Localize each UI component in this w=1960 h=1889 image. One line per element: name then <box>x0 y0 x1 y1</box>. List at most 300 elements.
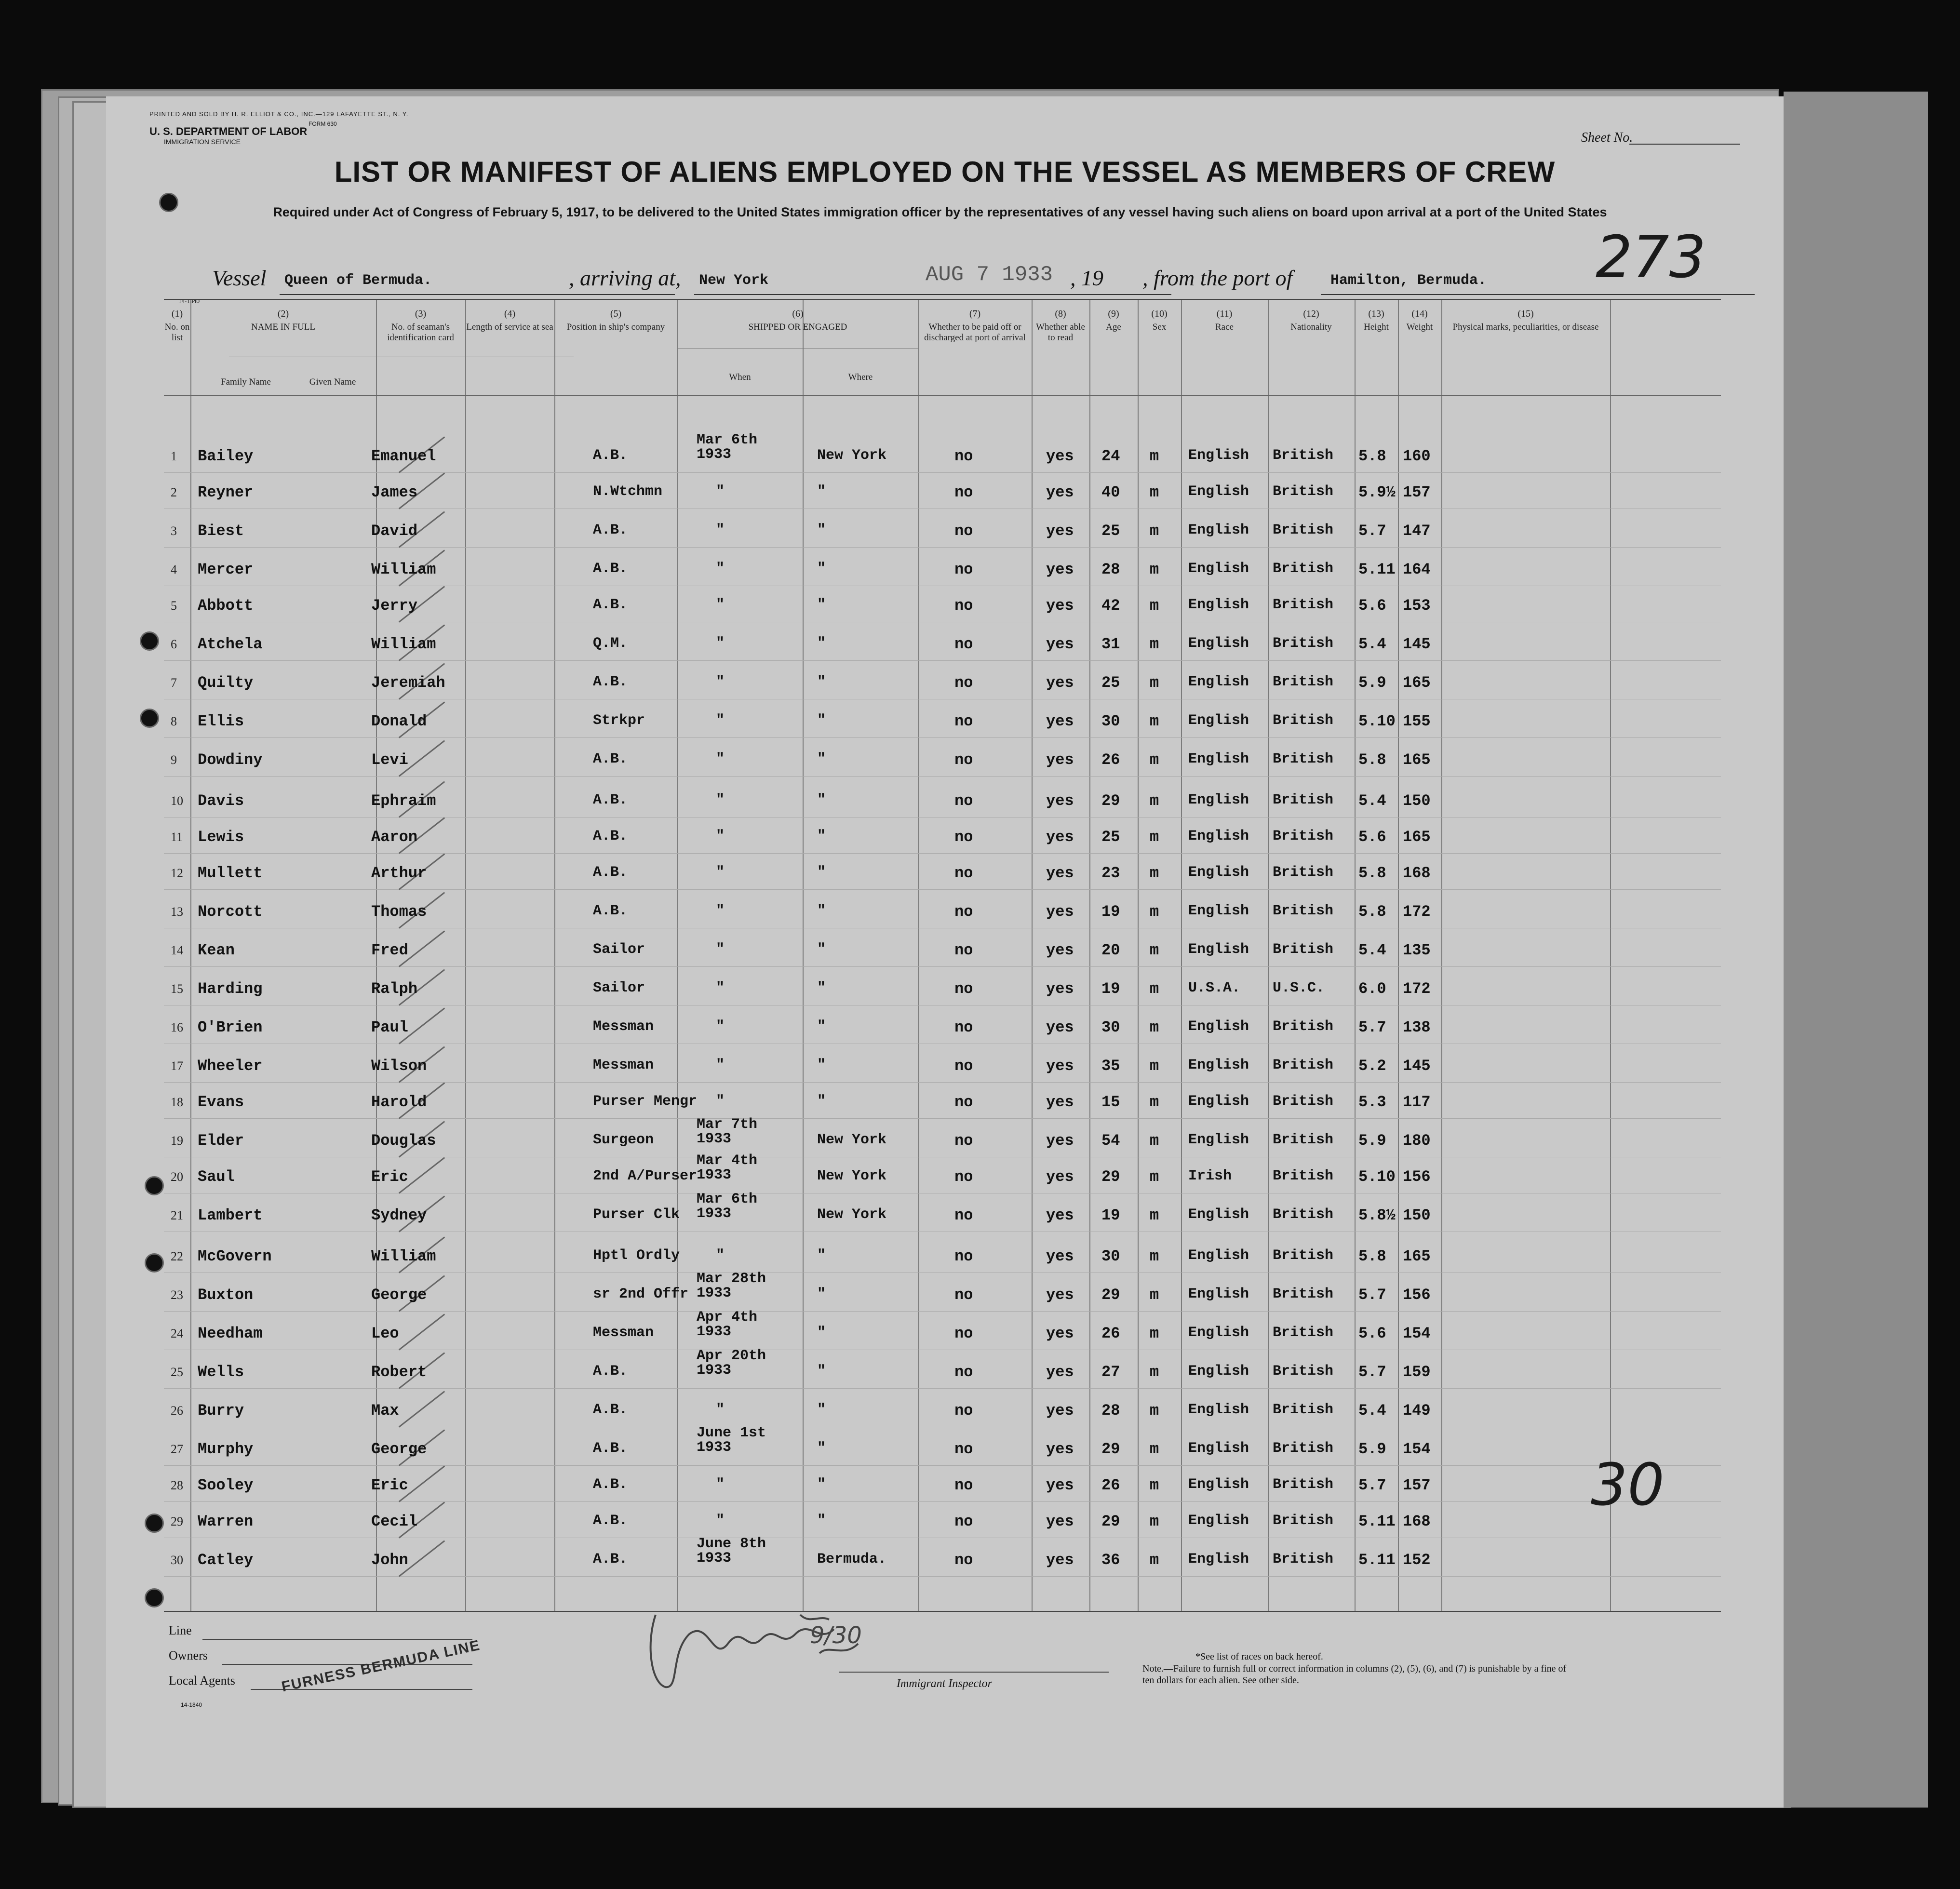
cell-when-year: " <box>716 635 725 652</box>
cell-family: Quilty <box>198 674 254 692</box>
cell-position: A.B. <box>593 1363 628 1380</box>
cell-read: yes <box>1046 1476 1074 1494</box>
cell-position: Q.M. <box>593 635 628 652</box>
cell-when-year: " <box>716 903 725 919</box>
row-number: 5 <box>171 599 177 613</box>
cell-position: Messman <box>593 1057 654 1073</box>
cell-family: Ellis <box>198 712 244 730</box>
cell-family: Atchela <box>198 635 263 653</box>
cell-when-year: 1933 <box>697 446 732 463</box>
cell-position: A.B. <box>593 561 628 577</box>
cell-where: " <box>817 1286 826 1302</box>
cell-weight: 160 <box>1403 447 1431 465</box>
cell-when-year: " <box>716 483 725 500</box>
cell-sex: m <box>1150 1247 1159 1265</box>
cell-paid: no <box>954 864 973 882</box>
cell-paid: no <box>954 1057 973 1075</box>
cell-race: English <box>1188 864 1249 881</box>
cell-sex: m <box>1150 1402 1159 1420</box>
cell-family: Kean <box>198 941 235 959</box>
cell-race: English <box>1188 1551 1249 1567</box>
cell-nat: British <box>1273 864 1334 881</box>
cell-sex: m <box>1150 980 1159 998</box>
cell-height: 5.3 <box>1358 1093 1386 1111</box>
cell-paid: no <box>954 1132 973 1150</box>
cell-height: 5.7 <box>1358 1363 1386 1381</box>
cell-given: Robert <box>371 1363 427 1381</box>
cell-age: 30 <box>1101 712 1120 730</box>
cell-weight: 165 <box>1403 674 1431 692</box>
cell-race: English <box>1188 635 1249 652</box>
cell-position: N.Wtchmn <box>593 483 663 500</box>
cell-where: " <box>817 864 826 881</box>
row-number: 11 <box>171 830 183 844</box>
cell-race: English <box>1188 1093 1249 1110</box>
cell-paid: no <box>954 1476 973 1494</box>
cell-position: sr 2nd Offr <box>593 1286 689 1302</box>
cell-height: 5.7 <box>1358 1476 1386 1494</box>
cell-sex: m <box>1150 1476 1159 1494</box>
cell-paid: no <box>954 751 973 769</box>
cell-weight: 135 <box>1403 941 1431 959</box>
cell-age: 27 <box>1101 1363 1120 1381</box>
row-number: 15 <box>171 982 183 996</box>
cell-family: Saul <box>198 1168 235 1186</box>
cell-paid: no <box>954 674 973 692</box>
cell-sex: m <box>1150 1440 1159 1458</box>
cell-age: 42 <box>1101 597 1120 615</box>
cell-nat: British <box>1273 1057 1334 1073</box>
cell-weight: 165 <box>1403 751 1431 769</box>
cell-where: " <box>817 903 826 919</box>
cell-family: Norcott <box>198 903 263 921</box>
footer-code: 14-1840 <box>181 1701 202 1708</box>
vessel-label: Vessel <box>212 266 267 290</box>
cell-height: 5.7 <box>1358 1286 1386 1304</box>
cell-paid: no <box>954 941 973 959</box>
cell-where: " <box>817 712 826 729</box>
cell-weight: 156 <box>1403 1286 1431 1304</box>
cell-nat: U.S.C. <box>1273 980 1325 996</box>
date-underline <box>887 294 1171 295</box>
cell-paid: no <box>954 597 973 615</box>
cell-when-date: Mar 6th <box>697 432 758 448</box>
cell-nat: British <box>1273 828 1334 844</box>
cell-read: yes <box>1046 1018 1074 1036</box>
cell-given: George <box>371 1286 427 1304</box>
cell-sex: m <box>1150 1363 1159 1381</box>
cell-when-year: 1933 <box>697 1206 732 1222</box>
cell-where: " <box>817 597 826 613</box>
row-number: 3 <box>171 524 177 538</box>
cell-sex: m <box>1150 1132 1159 1150</box>
arrival-port: New York <box>699 272 769 289</box>
cell-weight: 168 <box>1403 864 1431 882</box>
cell-weight: 154 <box>1403 1440 1431 1458</box>
cell-given: Aaron <box>371 828 418 846</box>
cell-nat: British <box>1273 1325 1334 1341</box>
cell-sex: m <box>1150 447 1159 465</box>
cell-read: yes <box>1046 980 1074 998</box>
cell-paid: no <box>954 1206 973 1224</box>
form-code: 14-1840 <box>178 298 200 305</box>
cell-race: English <box>1188 483 1249 500</box>
cell-height: 5.6 <box>1358 828 1386 846</box>
cell-age: 54 <box>1101 1132 1120 1150</box>
cell-weight: 152 <box>1403 1551 1431 1569</box>
service-name: IMMIGRATION SERVICE <box>164 138 241 146</box>
arrival-date-stamp: AUG 7 1933 <box>926 263 1053 287</box>
inspector-label: Immigrant Inspector <box>897 1677 992 1690</box>
cell-sex: m <box>1150 941 1159 959</box>
cell-sex: m <box>1150 1286 1159 1304</box>
cell-family: Needham <box>198 1325 263 1342</box>
cell-position: A.B. <box>593 1402 628 1418</box>
cell-race: English <box>1188 1325 1249 1341</box>
row-number: 4 <box>171 563 177 576</box>
cell-height: 5.11 <box>1358 1551 1396 1569</box>
cell-nat: British <box>1273 1402 1334 1418</box>
cell-given: John <box>371 1551 408 1569</box>
cell-read: yes <box>1046 864 1074 882</box>
cell-nat: British <box>1273 1206 1334 1223</box>
cell-age: 26 <box>1101 751 1120 769</box>
cell-position: Strkpr <box>593 712 645 729</box>
cell-paid: no <box>954 980 973 998</box>
cell-height: 5.4 <box>1358 792 1386 810</box>
cell-when-year: 1933 <box>697 1131 732 1147</box>
cell-race: English <box>1188 1132 1249 1148</box>
cell-weight: 164 <box>1403 561 1431 578</box>
cell-race: English <box>1188 1476 1249 1493</box>
cell-read: yes <box>1046 635 1074 653</box>
cell-weight: 138 <box>1403 1018 1431 1036</box>
cell-when-date: June 1st <box>697 1425 766 1441</box>
cell-weight: 150 <box>1403 792 1431 810</box>
cell-when-year: " <box>716 561 725 577</box>
cell-read: yes <box>1046 1513 1074 1530</box>
owners-label: Owners <box>169 1648 208 1662</box>
cell-position: Purser Clk <box>593 1206 680 1223</box>
cell-paid: no <box>954 1247 973 1265</box>
cell-nat: British <box>1273 903 1334 919</box>
handwritten-total: 30 <box>1591 1452 1665 1519</box>
row-number: 23 <box>171 1288 183 1302</box>
cell-race: English <box>1188 561 1249 577</box>
cell-weight: 172 <box>1403 980 1431 998</box>
cell-nat: British <box>1273 483 1334 500</box>
penalty-note: Note.—Failure to furnish full or correct information in columns (2), (5), (6), and (7) is punishable by a fine of ten dollars for each alien. See other side. <box>1142 1663 1567 1686</box>
cell-race: English <box>1188 1363 1249 1380</box>
cell-race: English <box>1188 792 1249 808</box>
cell-height: 5.8 <box>1358 751 1386 769</box>
cell-given: George <box>371 1440 427 1458</box>
signature-date: 9/30 <box>810 1622 862 1649</box>
cell-nat: British <box>1273 561 1334 577</box>
cell-given: Eric <box>371 1168 408 1186</box>
cell-race: English <box>1188 522 1249 538</box>
cell-family: Elder <box>198 1132 244 1150</box>
cell-nat: British <box>1273 635 1334 652</box>
cell-weight: 154 <box>1403 1325 1431 1342</box>
cell-read: yes <box>1046 1286 1074 1304</box>
cell-height: 5.8 <box>1358 903 1386 921</box>
cell-where: " <box>817 980 826 996</box>
local-agents-label: Local Agents <box>169 1674 235 1688</box>
cell-race: English <box>1188 1247 1249 1264</box>
cell-weight: 147 <box>1403 522 1431 540</box>
cell-nat: British <box>1273 712 1334 729</box>
cell-when-year: " <box>716 1247 725 1264</box>
cell-nat: British <box>1273 1513 1334 1529</box>
row-number: 18 <box>171 1095 183 1109</box>
cell-when-year: " <box>716 1402 725 1418</box>
cell-given: William <box>371 635 436 653</box>
cell-age: 31 <box>1101 635 1120 653</box>
punch-hole <box>145 1253 164 1273</box>
cell-when-year: " <box>716 751 725 767</box>
line-stamp: FURNESS BERMUDA LINE <box>280 1637 482 1695</box>
cell-family: Wells <box>198 1363 244 1381</box>
cell-position: A.B. <box>593 1476 628 1493</box>
cell-height: 5.9 <box>1358 1440 1386 1458</box>
cell-nat: British <box>1273 1476 1334 1493</box>
cell-read: yes <box>1046 792 1074 810</box>
cell-height: 5.4 <box>1358 635 1386 653</box>
cell-sex: m <box>1150 864 1159 882</box>
cell-position: A.B. <box>593 522 628 538</box>
cell-age: 26 <box>1101 1476 1120 1494</box>
cell-weight: 180 <box>1403 1132 1431 1150</box>
cell-family: Murphy <box>198 1440 254 1458</box>
cell-given: William <box>371 1247 436 1265</box>
vessel-name: Queen of Bermuda. <box>284 272 432 289</box>
cell-age: 20 <box>1101 941 1120 959</box>
cell-position: Sailor <box>593 941 645 958</box>
cell-family: Harding <box>198 980 263 998</box>
cell-where: " <box>817 1513 826 1529</box>
cell-age: 29 <box>1101 1286 1120 1304</box>
cell-given: Arthur <box>371 864 427 882</box>
cell-where: " <box>817 1363 826 1380</box>
row-number: 6 <box>171 637 177 651</box>
row-number: 16 <box>171 1020 183 1034</box>
cell-where: " <box>817 522 826 538</box>
row-number: 19 <box>171 1134 183 1148</box>
cell-where: " <box>817 483 826 500</box>
cell-position: 2nd A/Purser <box>593 1168 698 1184</box>
cell-when-year: " <box>716 1018 725 1035</box>
cell-position: A.B. <box>593 828 628 844</box>
cell-position: Surgeon <box>593 1132 654 1148</box>
cell-where: Bermuda. <box>817 1551 887 1567</box>
cell-age: 28 <box>1101 561 1120 578</box>
cell-height: 5.8 <box>1358 1247 1386 1265</box>
cell-age: 25 <box>1101 522 1120 540</box>
cell-age: 29 <box>1101 1513 1120 1530</box>
cell-when-year: " <box>716 1513 725 1529</box>
cell-weight: 168 <box>1403 1513 1431 1530</box>
cell-when-year: 1933 <box>697 1285 732 1301</box>
page-title: LIST OR MANIFEST OF ALIENS EMPLOYED ON THE VESSEL AS MEMBERS OF CREW <box>334 156 1556 188</box>
cell-height: 6.0 <box>1358 980 1386 998</box>
cell-weight: 159 <box>1403 1363 1431 1381</box>
cell-given: Ephraim <box>371 792 436 810</box>
cell-family: Catley <box>198 1551 254 1569</box>
cell-when-year: " <box>716 1476 725 1493</box>
row-number: 14 <box>171 943 183 957</box>
cell-given: Jerry <box>371 597 418 615</box>
cell-height: 5.11 <box>1358 561 1396 578</box>
cell-where: " <box>817 674 826 690</box>
cell-race: English <box>1188 1440 1249 1457</box>
cell-age: 30 <box>1101 1247 1120 1265</box>
cell-where: " <box>817 1018 826 1035</box>
cell-height: 5.6 <box>1358 597 1386 615</box>
cell-sex: m <box>1150 635 1159 653</box>
cell-age: 35 <box>1101 1057 1120 1075</box>
cell-nat: British <box>1273 1551 1334 1567</box>
row-number: 26 <box>171 1404 183 1418</box>
cell-family: Burry <box>198 1402 244 1420</box>
cell-sex: m <box>1150 712 1159 730</box>
cell-race: English <box>1188 1402 1249 1418</box>
cell-family: O'Brien <box>198 1018 263 1036</box>
cell-sex: m <box>1150 1513 1159 1530</box>
cell-sex: m <box>1150 597 1159 615</box>
cell-weight: 150 <box>1403 1206 1431 1224</box>
punch-hole <box>145 1176 164 1195</box>
cell-race: English <box>1188 1018 1249 1035</box>
cell-race: U.S.A. <box>1188 980 1241 996</box>
cell-nat: British <box>1273 1093 1334 1110</box>
row-number: 8 <box>171 714 177 728</box>
cell-where: " <box>817 792 826 808</box>
punch-hole <box>145 1514 164 1533</box>
cell-family: Dowdiny <box>198 751 263 769</box>
cell-given: Emanuel <box>371 447 436 465</box>
cell-read: yes <box>1046 751 1074 769</box>
cell-position: A.B. <box>593 1551 628 1567</box>
cell-nat: British <box>1273 1247 1334 1264</box>
cell-age: 19 <box>1101 1206 1120 1224</box>
cell-when-year: " <box>716 792 725 808</box>
adjacent-page-edge <box>1784 92 1928 1808</box>
cell-paid: no <box>954 1093 973 1111</box>
cell-age: 26 <box>1101 1325 1120 1342</box>
cell-race: English <box>1188 1206 1249 1223</box>
cell-when-year: " <box>716 980 725 996</box>
cell-height: 5.10 <box>1358 712 1396 730</box>
cell-sex: m <box>1150 751 1159 769</box>
cell-sex: m <box>1150 561 1159 578</box>
cell-family: Biest <box>198 522 244 540</box>
cell-paid: no <box>954 1513 973 1530</box>
cell-read: yes <box>1046 597 1074 615</box>
row-number: 7 <box>171 676 177 690</box>
cell-age: 25 <box>1101 674 1120 692</box>
cell-nat: British <box>1273 1286 1334 1302</box>
cell-race: English <box>1188 1513 1249 1529</box>
cell-paid: no <box>954 828 973 846</box>
row-number: 9 <box>171 753 177 767</box>
cell-given: Leo <box>371 1325 399 1342</box>
cell-when-date: Mar 7th <box>697 1116 758 1133</box>
cell-age: 15 <box>1101 1093 1120 1111</box>
manifest-sheet <box>106 96 1784 1808</box>
cell-given: David <box>371 522 418 540</box>
cell-when-year: 1933 <box>697 1167 732 1183</box>
cell-weight: 165 <box>1403 1247 1431 1265</box>
cell-when-year: " <box>716 597 725 613</box>
cell-given: Donald <box>371 712 427 730</box>
cell-height: 5.9 <box>1358 1132 1386 1150</box>
cell-position: Messman <box>593 1325 654 1341</box>
cell-paid: no <box>954 1440 973 1458</box>
cell-read: yes <box>1046 483 1074 501</box>
cell-height: 5.11 <box>1358 1513 1396 1530</box>
row-number: 29 <box>171 1514 183 1528</box>
cell-when-year: " <box>716 522 725 538</box>
cell-when-year: 1933 <box>697 1324 732 1340</box>
cell-position: A.B. <box>593 1513 628 1529</box>
cell-age: 19 <box>1101 903 1120 921</box>
cell-weight: 153 <box>1403 597 1431 615</box>
cell-sex: m <box>1150 1551 1159 1569</box>
row-number: 28 <box>171 1478 183 1492</box>
cell-family: Mercer <box>198 561 254 578</box>
cell-age: 23 <box>1101 864 1120 882</box>
cell-paid: no <box>954 635 973 653</box>
row-number: 22 <box>171 1249 183 1263</box>
vessel-underline <box>280 294 675 295</box>
cell-when-year: 1933 <box>697 1362 732 1379</box>
cell-sex: m <box>1150 792 1159 810</box>
cell-weight: 117 <box>1403 1093 1431 1111</box>
cell-paid: no <box>954 792 973 810</box>
cell-read: yes <box>1046 1402 1074 1420</box>
cell-weight: 165 <box>1403 828 1431 846</box>
row-number: 12 <box>171 866 183 880</box>
cell-race: Irish <box>1188 1168 1232 1184</box>
cell-where: New York <box>817 1168 887 1184</box>
row-number: 1 <box>171 449 177 463</box>
cell-weight: 157 <box>1403 1476 1431 1494</box>
cell-read: yes <box>1046 941 1074 959</box>
cell-height: 5.10 <box>1358 1168 1396 1186</box>
cell-given: Eric <box>371 1476 408 1494</box>
cell-position: A.B. <box>593 674 628 690</box>
cell-when-year: " <box>716 712 725 729</box>
form-number: FORM 630 <box>309 121 337 127</box>
cell-read: yes <box>1046 1168 1074 1186</box>
cell-position: Hptl Ordly <box>593 1247 680 1264</box>
from-port-label: , from the port of <box>1142 266 1293 290</box>
cell-height: 5.4 <box>1358 1402 1386 1420</box>
cell-position: A.B. <box>593 1440 628 1457</box>
cell-position: A.B. <box>593 864 628 881</box>
crew-table: (1) No. on list (2) NAME IN FULL Family Name Given Name (3) No. of seaman's identification card (4) Length of service at sea (5) Position in ship's company (6) SHIPPED OR ENGAGED When Where (7) Whether to be paid off or discharged at port of arrival (8) Whether able to read (9) Age (10) Sex (11) Race (12) Nationality (13) Height (14) Weight (15) Physical marks, peculiarities, or disease 1 Bailey Emanuel A.B. New York no yes 24 m English British 5.8 160 Mar 6th 1933 2 Reyner James N.Wtchmn " no yes 40 m English British 5.9½ 157 " 3 Biest David A.B. " no yes 25 m English British 5.7 147 " 4 Mercer William A.B. " no yes 28 m English British 5.11 164 " 5 Abbott Jerry A.B. " no yes 42 m English British 5.6 153 " 6 Atchela William Q.M. " no yes 31 m English British 5.4 145 " 7 Quilty Jeremiah A.B. " no yes 25 m English British 5.9 165 " 8 Ellis Donald Strkpr " no yes 30 m English British 5.10 155 " 9 Dowdiny Levi A.B. " no yes 26 m English British 5.8 165 " 10 Davis Ephraim A.B. " no yes 29 m English British 5.4 150 " 11 Lewis Aaron A.B. " no yes 25 m English British 5.6 165 " 12 Mullett Arthur A.B. " no yes 23 m English British 5.8 168 " 13 Norcott Thomas A.B. " no yes 19 m English British 5.8 172 " 14 Kean Fred Sailor " no yes 20 m English British 5.4 135 " 15 Harding Ralph Sailor " no yes 19 m U.S.A. U.S.C. 6.0 172 " 16 O'Brien Paul Messman " no yes 30 m English British 5.7 138 " 17 Wheeler Wilson Messman " no yes 35 m English British 5.2 145 " 18 Evans Harold Purser Mengr " no yes 15 m English British 5.3 117 " 19 Elder Douglas Surgeon New York no yes 54 m English British 5.9 180 Mar 7th 1933 20 Saul Eric 2nd A/Purser New York no yes 29 m Irish British 5.10 156 Mar 4th 1933 21 Lambert Sydney Purser Clk New York no yes 19 m English British 5.8½ 150 Mar 6th 1933 22 McGovern William Hptl Ordly " no yes 30 m English British 5.8 165 " 23 Buxton George sr 2nd Offr " no yes 29 m English British 5.7 156 Mar 28th 1933 24 Needham Leo Messman " no yes 26 m English British 5.6 154 Apr 4th 1933 25 Wells Robert A.B. " no yes 27 m English British 5.7 159 Apr 20th 1933 26 Burry Max A.B. " no yes 28 m English British 5.4 149 " 27 Murphy George A.B. " no yes 29 m English British 5.9 154 June 1st 1933 28 Sooley Eric A.B. " no yes 26 m English British 5.7 157 " 29 Warren Cecil A.B. " no yes 29 m English British 5.11 168 " 30 Catley John A.B. Bermuda. no yes 36 m English British 5.11 152 June 8th 1933 30 <box>164 299 1721 1612</box>
cell-where: " <box>817 751 826 767</box>
cell-sex: m <box>1150 483 1159 501</box>
cell-where: " <box>817 561 826 577</box>
cell-sex: m <box>1150 1093 1159 1111</box>
cell-given: Ralph <box>371 980 418 998</box>
cell-position: Sailor <box>593 980 645 996</box>
cell-given: Cecil <box>371 1513 418 1530</box>
cell-family: Lambert <box>198 1206 263 1224</box>
cell-nat: British <box>1273 1440 1334 1457</box>
